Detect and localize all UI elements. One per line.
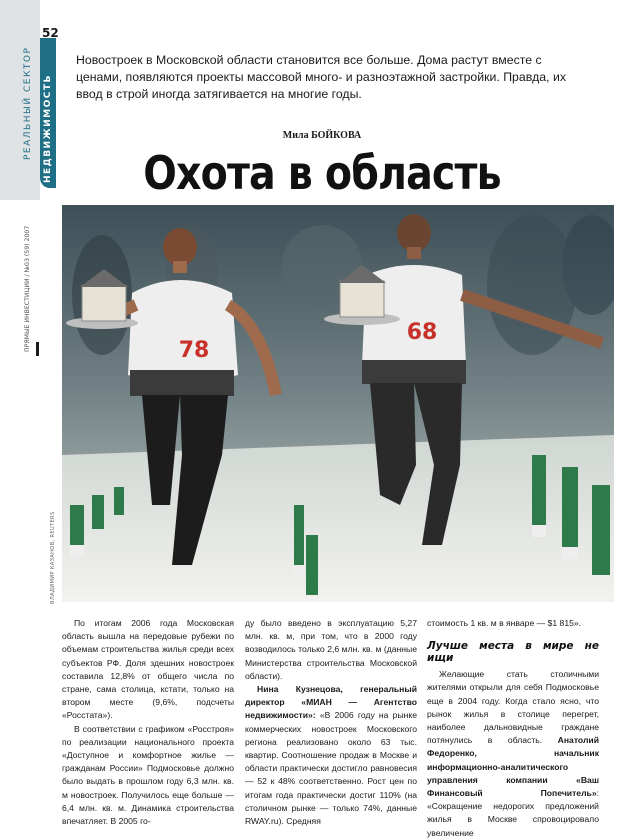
journal-marker	[36, 342, 39, 356]
article-headline: Охота в область	[143, 146, 501, 200]
runner-right-number: 68	[406, 320, 438, 345]
sidebar-rail	[0, 0, 40, 820]
body-column-1	[62, 617, 234, 828]
article-intro: Новостроек в Московской области становится все больше. Дома растут вместе с ценами, появляются проекты массовой много- и разноэтажной застройки. Правда, их ввод в строй иногда затягивается на многие годы.	[76, 53, 566, 101]
quote-paragraph	[245, 683, 417, 828]
quote-text: : «Сокращение недорогих предложений жилья в Москве спровоцировало увеличение	[427, 788, 599, 838]
body-column-3	[427, 617, 599, 840]
article-author: Мила БОЙКОВА	[282, 130, 362, 141]
quote-source: Анатолий Федоренко, начальник информационно-аналитического управления компании «Ваш Финансовый Попечитель»	[427, 735, 599, 799]
section-label: РЕАЛЬНЫЙ СЕКТОР	[23, 46, 33, 160]
photo-credit: ВЛАДИМИР КАЗАНОВ, REUTERS	[50, 511, 56, 604]
quote-text: «В 2006 году на рынке коммерческих новостроек Московского региона реализовано около 63 тыс. квартир. Соотношение продаж в Москве и области практически достигло равновесия — 52 к 48% соответственно. Рост цен по итогам года практически достиг 110% (на столичном рынке — только 74%, данные RWAY.ru). Средняя	[245, 710, 417, 827]
paragraph: ду было введено в эксплуатацию 5,27 млн. кв. м, при том, что в 2000 году возводилось только 2,6 млн. кв. м (данные Министерства строительства Московской области).	[245, 618, 417, 681]
journal-label: ПРЯМЫЕ ИНВЕСТИЦИИ / №03 (59) 2007	[24, 225, 31, 352]
paragraph: стоимость 1 кв. м в январе — $1 815».	[427, 618, 582, 628]
paragraph: По итогам 2006 года Московская область вышла на передовые рубежи по объемам строительства жилья среди всех субъектов РФ. Доля здешних новостроек составила 12,8% от общего числа по стране, сама столица, кстати, только на втором месте (9,6%, подсчеты «Росстата»).	[62, 618, 234, 721]
subheading: Лучше места в мире не ищи	[427, 640, 599, 665]
quote-source: Нина Кузнецова, генеральный директор «МИАН — Агентство недвижимости»:	[245, 684, 417, 721]
page-number: 52	[42, 26, 59, 40]
subsection-label: НЕДВИЖИМОСТЬ	[43, 74, 53, 183]
paragraph-text: Желающие стать столичными жителями открыли для себя Подмосковье еще в 2004 году. Когда стало ясно, что рынок жилья в столице перегрет, наиболее дальновидные граждане потянулись в область.	[427, 669, 599, 746]
paragraph: В соответствии с графиком «Росстроя» по реализации национального проекта «Доступное и комфортное жилье — гражданам России» Подмосковье должно было выдать в прошлом году 6,3 млн. кв. м новостроек. Получилось еще больше — 6,4 млн. кв. м. Динамика строительства впечатляет. В 2005 го-	[62, 723, 234, 827]
sidebar-gray-band	[0, 0, 40, 200]
runner-left-number: 78	[178, 338, 210, 363]
article-photo	[62, 205, 614, 602]
quote-paragraph	[427, 668, 599, 840]
body-column-2	[245, 617, 417, 828]
